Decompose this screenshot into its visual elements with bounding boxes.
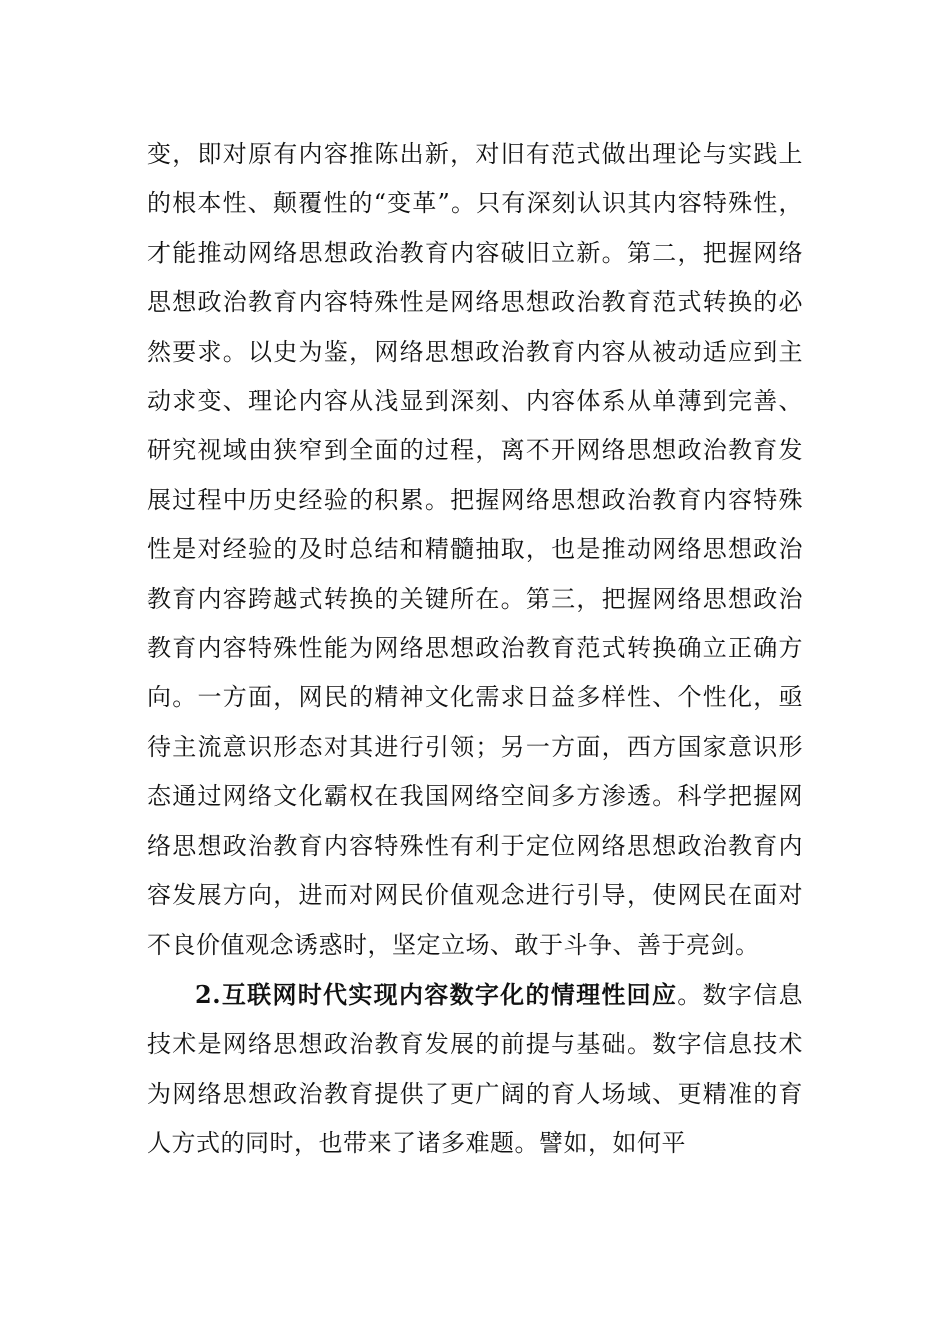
paragraph-2 <box>147 970 803 1169</box>
section-heading: 2.互联网时代实现内容数字化的情理性回应 <box>195 979 678 1009</box>
paragraph-1: 变，即对原有内容推陈出新，对旧有范式做出理论与实践上的根本性、颠覆性的“变革”。只有深刻认识其内容特殊性，才能推动网络思想政治教育内容破旧立新。第二，把握网络思想政治教育内容特殊性是网络思想政治教育范式转换的必然要求。以史为鉴，网络思想政治教育内容从被动适应到主动求变、理论内容从浅显到深刻、内容体系从单薄到完善、研究视域由狭窄到全面的过程，离不开网络思想政治教育发展过程中历史经验的积累。把握网络思想政治教育内容特殊性是对经验的及时总结和精髓抽取，也是推动网络思想政治教育内容跨越式转换的关键所在。第三，把握网络思想政治教育内容特殊性能为网络思想政治教育范式转换确立正确方向。一方面，网民的精神文化需求日益多样性、个性化，亟待主流意识形态对其进行引领；另一方面，西方国家意识形态通过网络文化霸权在我国网络空间多方渗透。科学把握网络思想政治教育内容特殊性有利于定位网络思想政治教育内容发展方向，进而对网民价值观念进行引导，使网民在面对不良价值观念诱惑时，坚定立场、敢于斗争、善于亮剑。 <box>147 140 803 959</box>
paragraph-2-body: 。数字信息技术是网络思想政治教育发展的前提与基础。数字信息技术为网络思想政治教育提供了更广阔的育人场域、更精准的育人方式的同时，也带来了诸多难题。譬如，如何平 <box>147 980 804 1158</box>
document-body <box>147 130 803 1169</box>
